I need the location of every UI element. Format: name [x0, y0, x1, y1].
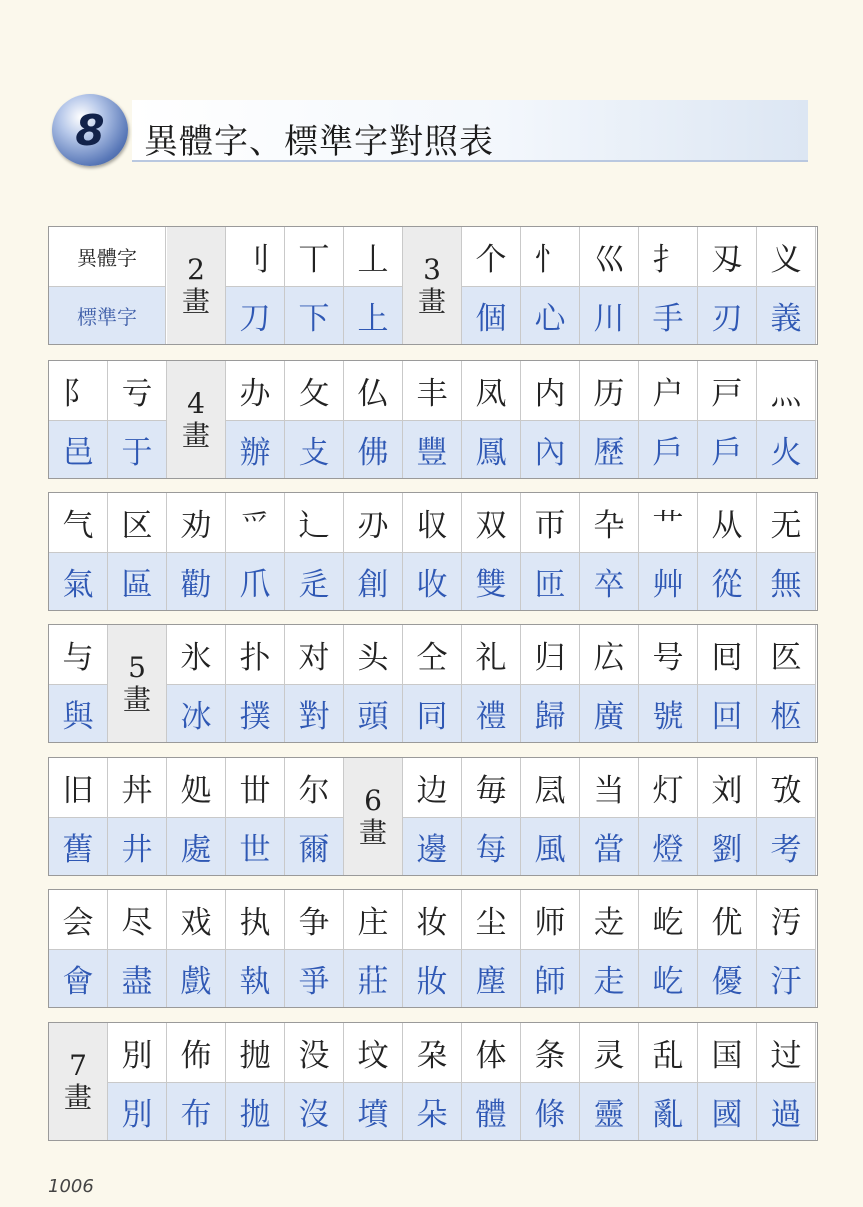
standard-char: 撲	[226, 684, 285, 742]
standard-char: 靈	[580, 1082, 639, 1140]
standard-char: 心	[521, 286, 580, 344]
standard-char: 禮	[462, 684, 521, 742]
standard-char: 墳	[344, 1082, 403, 1140]
variant-char: 汚	[757, 890, 816, 949]
standard-char: 收	[403, 552, 462, 610]
variant-char: 忄	[521, 227, 580, 286]
standard-char: 內	[521, 420, 580, 478]
variant-char: 过	[757, 1023, 816, 1082]
variant-char: 乱	[639, 1023, 698, 1082]
standard-char: 個	[462, 286, 521, 344]
variant-char: 户	[639, 361, 698, 420]
standard-char: 屹	[639, 949, 698, 1007]
variant-char: 劝	[167, 493, 226, 552]
stroke-count-unit: 畫	[63, 1080, 92, 1114]
variant-char: 争	[285, 890, 344, 949]
stroke-count-header	[108, 625, 167, 742]
standard-char: 刃	[698, 286, 757, 344]
stroke-count-unit: 畫	[358, 815, 387, 849]
stroke-count-header	[167, 361, 226, 478]
standard-char: 艸	[639, 552, 698, 610]
standard-char: 汙	[757, 949, 816, 1007]
variant-char: 氷	[167, 625, 226, 684]
standard-char: 優	[698, 949, 757, 1007]
variant-char: 帀	[521, 493, 580, 552]
standard-label: 標準字	[49, 286, 166, 344]
standard-char: 處	[167, 817, 226, 875]
variant-char: 边	[403, 758, 462, 817]
variant-char: 内	[521, 361, 580, 420]
variant-char: 区	[108, 493, 167, 552]
standard-char: 同	[403, 684, 462, 742]
variant-char: 个	[462, 227, 521, 286]
standard-char: 攴	[285, 420, 344, 478]
variant-char: 体	[462, 1023, 521, 1082]
variant-char: 当	[580, 758, 639, 817]
standard-char: 過	[757, 1082, 816, 1140]
variant-char: 尘	[462, 890, 521, 949]
standard-char: 佛	[344, 420, 403, 478]
variant-char: 对	[285, 625, 344, 684]
standard-char: 塵	[462, 949, 521, 1007]
variant-char: 赱	[580, 890, 639, 949]
variant-char: 佈	[167, 1023, 226, 1082]
variant-char: 攷	[757, 758, 816, 817]
standard-char: 號	[639, 684, 698, 742]
standard-char: 從	[698, 552, 757, 610]
variant-label: 異體字	[49, 227, 166, 286]
variant-char: 与	[49, 625, 108, 684]
variant-char: 头	[344, 625, 403, 684]
standard-char: 邑	[49, 420, 108, 478]
stroke-count-header	[49, 1023, 108, 1140]
standard-char: 亂	[639, 1082, 698, 1140]
standard-char: 無	[757, 552, 816, 610]
variant-char: 灯	[639, 758, 698, 817]
stroke-count-number: 2	[187, 252, 205, 286]
standard-char: 世	[226, 817, 285, 875]
variant-char: 没	[285, 1023, 344, 1082]
variant-char: 丼	[108, 758, 167, 817]
variant-char: 辶	[285, 493, 344, 552]
standard-char: 燈	[639, 817, 698, 875]
variant-char: 执	[226, 890, 285, 949]
variant-char: 処	[167, 758, 226, 817]
variant-char: 丄	[344, 227, 403, 286]
variant-char: 収	[403, 493, 462, 552]
standard-char: 妝	[403, 949, 462, 1007]
page-number: 1006	[48, 1176, 94, 1197]
stroke-count-unit: 畫	[122, 682, 151, 716]
standard-char: 莊	[344, 949, 403, 1007]
variant-char: 妆	[403, 890, 462, 949]
standard-char: 朵	[403, 1082, 462, 1140]
variant-char: 丅	[285, 227, 344, 286]
variant-char: 刂	[226, 227, 285, 286]
standard-char: 上	[344, 286, 403, 344]
stroke-count-unit: 畫	[181, 284, 210, 318]
variant-char: 气	[49, 493, 108, 552]
standard-char: 當	[580, 817, 639, 875]
variant-char: 会	[49, 890, 108, 949]
variant-char: 匛	[757, 625, 816, 684]
section-header	[52, 92, 812, 172]
standard-char: 戲	[167, 949, 226, 1007]
stroke-count-header	[403, 227, 462, 344]
stroke-count-number: 6	[364, 783, 382, 817]
table-block	[48, 492, 818, 611]
standard-char: 辵	[285, 552, 344, 610]
variant-char: 归	[521, 625, 580, 684]
stroke-count-number: 4	[187, 386, 205, 420]
standard-char: 戶	[698, 420, 757, 478]
standard-char: 舊	[49, 817, 108, 875]
stroke-count-number: 5	[128, 650, 146, 684]
standard-char: 手	[639, 286, 698, 344]
standard-char: 沒	[285, 1082, 344, 1140]
section-number-badge: 8	[52, 94, 128, 166]
variant-char: 灵	[580, 1023, 639, 1082]
standard-char: 匝	[521, 552, 580, 610]
table-block	[48, 624, 818, 743]
standard-char: 布	[167, 1082, 226, 1140]
variant-char: 号	[639, 625, 698, 684]
variant-char: 尽	[108, 890, 167, 949]
stroke-count-header	[344, 758, 403, 875]
variant-char: 丗	[226, 758, 285, 817]
standard-char: 刀	[226, 286, 285, 344]
standard-char: 對	[285, 684, 344, 742]
standard-char: 體	[462, 1082, 521, 1140]
stroke-count-number: 3	[423, 252, 441, 286]
standard-char: 拋	[226, 1082, 285, 1140]
variant-char: 卆	[580, 493, 639, 552]
standard-char: 會	[49, 949, 108, 1007]
section-title: 異體字、標準字對照表	[144, 122, 494, 162]
variant-char: 朶	[403, 1023, 462, 1082]
standard-char: 下	[285, 286, 344, 344]
variant-char: 师	[521, 890, 580, 949]
standard-char: 爭	[285, 949, 344, 1007]
standard-char: 頭	[344, 684, 403, 742]
table-block	[48, 889, 818, 1008]
stroke-count-header	[167, 227, 226, 344]
variant-char: 扌	[639, 227, 698, 286]
standard-char: 創	[344, 552, 403, 610]
variant-char: 巛	[580, 227, 639, 286]
variant-char: 刘	[698, 758, 757, 817]
standard-char: 每	[462, 817, 521, 875]
standard-char: 回	[698, 684, 757, 742]
standard-char: 別	[108, 1082, 167, 1140]
standard-char: 雙	[462, 552, 521, 610]
variant-char: 戸	[698, 361, 757, 420]
table-block	[48, 1022, 818, 1141]
standard-char: 條	[521, 1082, 580, 1140]
variant-char: 条	[521, 1023, 580, 1082]
variant-char: 仝	[403, 625, 462, 684]
table-block	[48, 226, 818, 345]
standard-char: 豐	[403, 420, 462, 478]
standard-char: 勸	[167, 552, 226, 610]
variant-char: 坟	[344, 1023, 403, 1082]
variant-char: 亏	[108, 361, 167, 420]
standard-char: 盡	[108, 949, 167, 1007]
standard-char: 廣	[580, 684, 639, 742]
standard-char: 爪	[226, 552, 285, 610]
variant-char: 从	[698, 493, 757, 552]
standard-char: 歸	[521, 684, 580, 742]
variant-char: 戏	[167, 890, 226, 949]
standard-char: 冰	[167, 684, 226, 742]
standard-char: 氣	[49, 552, 108, 610]
variant-char: 尔	[285, 758, 344, 817]
variant-char: 毎	[462, 758, 521, 817]
variant-char: 仏	[344, 361, 403, 420]
stroke-count-unit: 畫	[181, 418, 210, 452]
table-block	[48, 360, 818, 479]
table-block	[48, 757, 818, 876]
standard-char: 井	[108, 817, 167, 875]
standard-char: 于	[108, 420, 167, 478]
standard-char: 歷	[580, 420, 639, 478]
standard-char: 國	[698, 1082, 757, 1140]
variant-char: 攵	[285, 361, 344, 420]
standard-char: 執	[226, 949, 285, 1007]
standard-char: 考	[757, 817, 816, 875]
variant-char: 义	[757, 227, 816, 286]
standard-char: 師	[521, 949, 580, 1007]
standard-char: 走	[580, 949, 639, 1007]
variant-char: 无	[757, 493, 816, 552]
variant-char: 刄	[698, 227, 757, 286]
standard-char: 川	[580, 286, 639, 344]
variant-char: 国	[698, 1023, 757, 1082]
variant-char: 別	[108, 1023, 167, 1082]
variant-char: 礼	[462, 625, 521, 684]
variant-char: 丰	[403, 361, 462, 420]
variant-char: 抛	[226, 1023, 285, 1082]
variant-char: 刅	[344, 493, 403, 552]
variant-char: 旧	[49, 758, 108, 817]
standard-char: 爾	[285, 817, 344, 875]
standard-char: 風	[521, 817, 580, 875]
variant-char: 历	[580, 361, 639, 420]
variant-char: 艹	[639, 493, 698, 552]
standard-char: 鳳	[462, 420, 521, 478]
stroke-count-unit: 畫	[417, 284, 446, 318]
variant-char: 优	[698, 890, 757, 949]
variant-char: 灬	[757, 361, 816, 420]
variant-char: 庄	[344, 890, 403, 949]
variant-char: 広	[580, 625, 639, 684]
variant-char: 凤	[462, 361, 521, 420]
variant-char: 爫	[226, 493, 285, 552]
standard-char: 邊	[403, 817, 462, 875]
standard-char: 戶	[639, 420, 698, 478]
standard-char: 區	[108, 552, 167, 610]
standard-char: 火	[757, 420, 816, 478]
variant-char: 阝	[49, 361, 108, 420]
variant-char: 办	[226, 361, 285, 420]
standard-char: 辦	[226, 420, 285, 478]
standard-char: 劉	[698, 817, 757, 875]
stroke-count-number: 7	[69, 1048, 87, 1082]
variant-char: 屹	[639, 890, 698, 949]
standard-char: 與	[49, 684, 108, 742]
variant-char: 凨	[521, 758, 580, 817]
standard-char: 柩	[757, 684, 816, 742]
variant-char: 囘	[698, 625, 757, 684]
standard-char: 義	[757, 286, 816, 344]
variant-char: 扑	[226, 625, 285, 684]
standard-char: 卒	[580, 552, 639, 610]
variant-char: 双	[462, 493, 521, 552]
